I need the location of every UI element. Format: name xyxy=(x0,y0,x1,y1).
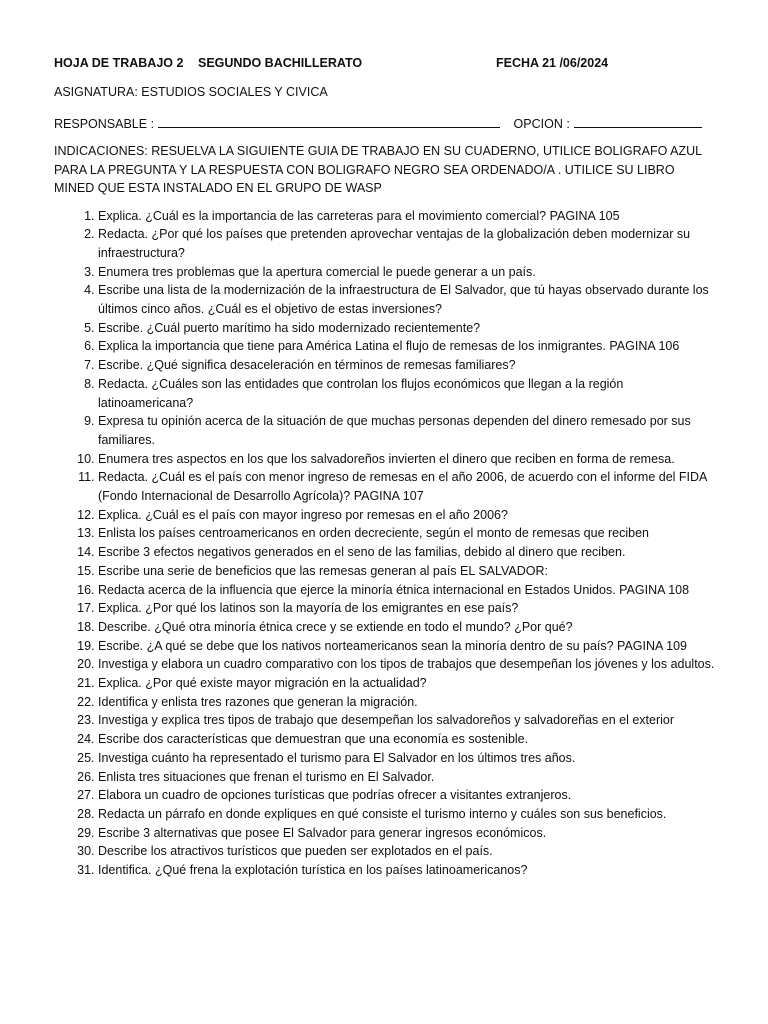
question-item: 3. Enumera tres problemas que la apertura comercial le puede generar a un país. xyxy=(98,263,718,282)
question-item: 1. Explica. ¿Cuál es la importancia de las carreteras para el movimiento comercial? PAGINA 105 xyxy=(98,207,718,226)
question-item: 9. Expresa tu opinión acerca de la situación de que muchas personas dependen del dinero remesado por sus familiares. xyxy=(98,412,718,449)
instructions: INDICACIONES: RESUELVA LA SIGUIENTE GUIA DE TRABAJO EN SU CUADERNO, UTILICE BOLIGRAFO AZUL PARA LA PREGUNTA Y LA RESPUESTA CON BOLIGRAFO NEGRO SEA ORDENADO/A . UTILICE SU LIBRO MINED QUE ESTA INSTALADO EN EL GRUPO DE WASP xyxy=(54,144,702,195)
question-item: 30. Describe los atractivos turísticos que pueden ser explotados en el país. xyxy=(98,842,718,861)
question-list xyxy=(54,207,718,880)
question-item: 2. Redacta. ¿Por qué los países que pretenden aprovechar ventajas de la globalización deben modernizar su infraestructura? xyxy=(98,225,718,262)
question-item: 23. Investiga y explica tres tipos de trabajo que desempeñan los salvadoreños y salvadoreñas en el exterior xyxy=(98,711,718,730)
question-item: 26. Enlista tres situaciones que frenan el turismo en El Salvador. xyxy=(98,768,718,787)
question-item: 11. Redacta. ¿Cuál es el país con menor ingreso de remesas en el año 2006, de acuerdo con el informe del FIDA (Fondo Internacional de Desarrollo Agrícola)? PAGINA 107 xyxy=(98,468,718,505)
question-item: 12. Explica. ¿Cuál es el país con mayor ingreso por remesas en el año 2006? xyxy=(98,506,718,525)
question-item: 14. Escribe 3 efectos negativos generados en el seno de las familias, debido al dinero que reciben. xyxy=(98,543,718,562)
question-item: 21. Explica. ¿Por qué existe mayor migración en la actualidad? xyxy=(98,674,718,693)
question-item: 20. Investiga y elabora un cuadro comparativo con los tipos de trabajos que desempeñan los jóvenes y los adultos. xyxy=(98,655,718,674)
question-item: 22. Identifica y enlista tres razones que generan la migración. xyxy=(98,693,718,712)
question-item: 5. Escribe. ¿Cuál puerto marítimo ha sido modernizado recientemente? xyxy=(98,319,718,338)
question-item: 15. Escribe una serie de beneficios que las remesas generan al país EL SALVADOR: xyxy=(98,562,718,581)
question-item: 31. Identifica. ¿Qué frena la explotación turística en los países latinoamericanos? xyxy=(98,861,718,880)
worksheet-header xyxy=(54,56,718,74)
grade-level: SEGUNDO BACHILLERATO xyxy=(198,56,363,70)
question-item: 7. Escribe. ¿Qué significa desaceleración en términos de remesas familiares? xyxy=(98,356,718,375)
responsible-line xyxy=(54,114,718,132)
question-item: 4. Escribe una lista de la modernización de la infraestructura de El Salvador, que tú hayas observado durante los últimos cinco años. ¿Cuál es el objetivo de estas inversiones? xyxy=(98,281,718,318)
question-item: 6. Explica la importancia que tiene para América Latina el flujo de remesas de los inmigrantes. PAGINA 106 xyxy=(98,337,718,356)
subject-line: ASIGNATURA: ESTUDIOS SOCIALES Y CIVICA xyxy=(54,85,328,99)
responsible-blank xyxy=(158,114,500,128)
question-item: 8. Redacta. ¿Cuáles son las entidades que controlan los flujos económicos que llegan a la región latinoamericana? xyxy=(98,375,718,412)
question-item: 25. Investiga cuánto ha representado el turismo para El Salvador en los últimos tres años. xyxy=(98,749,718,768)
question-item: 19. Escribe. ¿A qué se debe que los nativos norteamericanos sean la minoría dentro de su país? PAGINA 109 xyxy=(98,637,718,656)
question-item: 18. Describe. ¿Qué otra minoría étnica crece y se extiende en todo el mundo? ¿Por qué? xyxy=(98,618,718,637)
option-label: OPCION : xyxy=(513,117,570,131)
question-item: 13. Enlista los países centroamericanos en orden decreciente, según el monto de remesas que reciben xyxy=(98,524,718,543)
question-item: 29. Escribe 3 alternativas que posee El Salvador para generar ingresos económicos. xyxy=(98,824,718,843)
question-item: 10. Enumera tres aspectos en los que los salvadoreños invierten el dinero que reciben en forma de remesa. xyxy=(98,450,718,469)
question-item: 24. Escribe dos características que demuestran que una economía es sostenible. xyxy=(98,730,718,749)
question-item: 17. Explica. ¿Por qué los latinos son la mayoría de los emigrantes en ese país? xyxy=(98,599,718,618)
worksheet-date: FECHA 21 /06/2024 xyxy=(496,56,609,70)
responsible-label: RESPONSABLE : xyxy=(54,117,155,131)
worksheet-page xyxy=(54,56,718,880)
option-blank xyxy=(574,114,702,128)
question-item: 16. Redacta acerca de la influencia que ejerce la minoría étnica internacional en Estados Unidos. PAGINA 108 xyxy=(98,581,718,600)
question-item: 28. Redacta un párrafo en donde expliques en qué consiste el turismo interno y cuáles son sus beneficios. xyxy=(98,805,718,824)
question-item: 27. Elabora un cuadro de opciones turísticas que podrías ofrecer a visitantes extranjeros. xyxy=(98,786,718,805)
worksheet-title: HOJA DE TRABAJO 2 xyxy=(54,56,184,70)
